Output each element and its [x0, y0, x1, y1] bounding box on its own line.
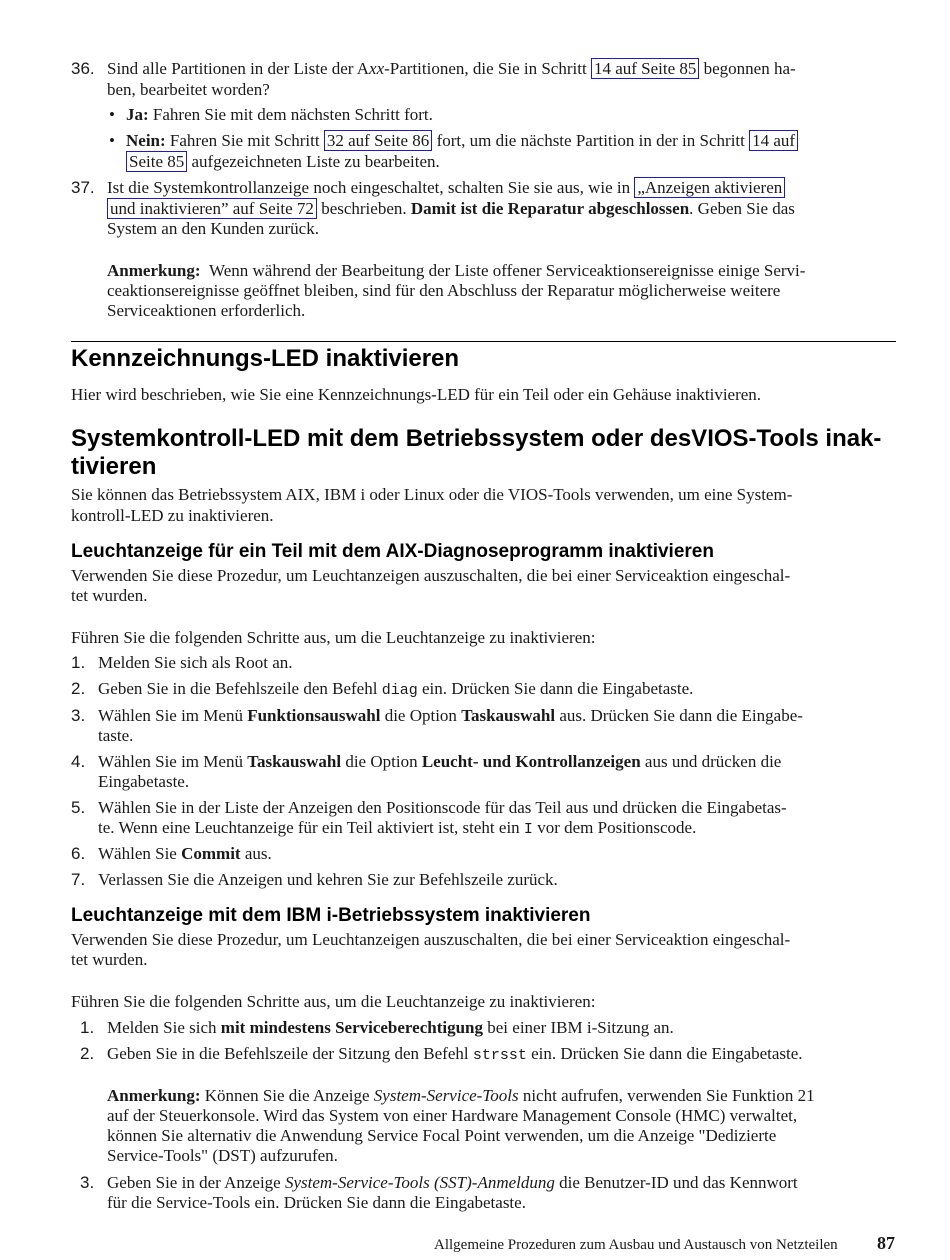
procedure-step-line-2: Eingabetaste. [98, 772, 190, 791]
subsection-text-line-2: tet wurden. [71, 586, 148, 605]
section-text: Hier wird beschrieben, wie Sie eine Kennzeichnungs-LED für ein Teil oder ein Gehäuse inaktivieren. [71, 385, 762, 404]
procedure-step-line-2: taste. [98, 726, 134, 745]
note-line-2: auf der Steuerkonsole. Wird das System von einer Hardware Management Console (HMC) verwaltet, [107, 1106, 798, 1125]
step-37-line-1: Ist die Systemkontrollanzeige noch eingeschaltet, schalten Sie sie aus, wie in „Anzeigen aktivieren [107, 177, 785, 198]
section-text-line-1: Sie können das Betriebssystem AIX, IBM i oder Linux oder die VIOS-Tools verwenden, um eine System- [71, 485, 793, 504]
step-number: 1. [80, 1018, 95, 1037]
subsection-heading: Leuchtanzeige für ein Teil mit dem AIX-Diagnoseprogramm inaktivieren [71, 541, 714, 562]
step-number: 4. [71, 752, 86, 771]
procedure-intro: Führen Sie die folgenden Schritte aus, um die Leuchtanzeige zu inaktivieren: [71, 628, 596, 647]
bullet-icon: • [109, 105, 115, 124]
command-text: I [523, 821, 533, 838]
cross-reference-link[interactable]: 14 auf Seite 85 [591, 58, 699, 79]
procedure-step-line-1: Wählen Sie im Menü Funktionsauswahl die Option Taskauswahl aus. Drücken Sie dann die Eingabe- [98, 706, 803, 725]
step-number: 5. [71, 798, 86, 817]
answer-yes: Ja: Fahren Sie mit dem nächsten Schritt fort. [126, 105, 433, 124]
section-heading: Kennzeichnungs-LED inaktivieren [71, 345, 460, 372]
subsection-heading: Leuchtanzeige mit dem IBM i-Betriebssystem inaktivieren [71, 905, 591, 926]
note-line-3: Serviceaktionen erforderlich. [107, 301, 306, 320]
step-number: 3. [71, 706, 86, 725]
procedure-step: Melden Sie sich als Root an. [98, 653, 293, 672]
procedure-step: Melden Sie sich mit mindestens Serviceberechtigung bei einer IBM i-Sitzung an. [107, 1018, 674, 1037]
procedure-step-line-1: Wählen Sie in der Liste der Anzeigen den Positionscode für das Teil aus und drücken die Eingabetas- [98, 798, 787, 817]
procedure-step: Wählen Sie Commit aus. [98, 844, 272, 863]
step-36-line-1: Sind alle Partitionen in der Liste der Axx-Partitionen, die Sie in Schritt 14 auf Seite 85 begonnen ha- [107, 59, 796, 78]
running-footer: Allgemeine Prozeduren zum Ausbau und Austausch von Netzteilen [434, 1237, 838, 1253]
note-line-4: Service-Tools" (DST) aufzurufen. [107, 1146, 338, 1165]
step-number: 2. [71, 679, 86, 698]
answer-no-line-2: Seite 85 aufgezeichneten Liste zu bearbeiten. [126, 151, 440, 172]
procedure-step: Geben Sie in die Befehlszeile der Sitzung den Befehl strsst ein. Drücken Sie dann die Eingabetaste. [107, 1044, 803, 1064]
section-heading-line-2: tivieren [71, 453, 157, 480]
bullet-icon: • [109, 131, 115, 150]
cross-reference-link[interactable]: und inaktivieren” auf Seite 72 [107, 198, 317, 219]
subsection-text-line-1: Verwenden Sie diese Prozedur, um Leuchtanzeigen auszuschalten, die bei einer Serviceaktion eingeschal- [71, 566, 791, 585]
cross-reference-link[interactable]: Seite 85 [126, 151, 187, 172]
procedure-step: Geben Sie in die Befehlszeile den Befehl diag ein. Drücken Sie dann die Eingabetaste. [98, 679, 694, 699]
step-number: 6. [71, 844, 86, 863]
step-number: 1. [71, 653, 86, 672]
procedure-step-line-2: te. Wenn eine Leuchtanzeige für ein Teil aktiviert ist, steht ein I vor dem Positionscode. [98, 818, 697, 838]
note-label: Anmerkung: [107, 1086, 201, 1105]
note-line-1: Anmerkung: Können Sie die Anzeige System-Service-Tools nicht aufrufen, verwenden Sie Funktion 21 [107, 1086, 815, 1105]
note-line-2: ceaktionsereignisse geöffnet bleiben, sind für den Abschluss der Reparatur möglicherweise weitere [107, 281, 781, 300]
note-line-1: Anmerkung: Wenn während der Bearbeitung der Liste offener Serviceaktionsereignisse einige Servi- [107, 261, 806, 280]
page-number: 87 [877, 1233, 895, 1253]
cross-reference-link[interactable]: 32 auf Seite 86 [324, 130, 432, 151]
procedure-step-line-2: für die Service-Tools ein. Drücken Sie dann die Eingabetaste. [107, 1193, 526, 1212]
subsection-text-line-1: Verwenden Sie diese Prozedur, um Leuchtanzeigen auszuschalten, die bei einer Serviceaktion eingeschal- [71, 930, 791, 949]
command-text: diag [381, 682, 418, 699]
section-divider [71, 341, 896, 342]
step-number: 37. [71, 178, 95, 197]
section-text-line-2: kontroll-LED zu inaktivieren. [71, 506, 274, 525]
procedure-step-line-1: Wählen Sie im Menü Taskauswahl die Option Leucht- und Kontrollanzeigen aus und drücken die [98, 752, 782, 771]
cross-reference-link[interactable]: 14 auf [749, 130, 798, 151]
note-label: Anmerkung: [107, 261, 201, 280]
step-number: 2. [80, 1044, 95, 1063]
cross-reference-link[interactable]: „Anzeigen aktivieren [634, 177, 785, 198]
step-number: 7. [71, 870, 86, 889]
step-number: 3. [80, 1173, 95, 1192]
section-heading-line-1: Systemkontroll-LED mit dem Betriebssystem oder desVIOS-Tools inak- [71, 425, 882, 452]
note-line-3: können Sie alternativ die Anwendung Service Focal Point verwenden, um die Anzeige "Dedizierte [107, 1126, 777, 1145]
step-37-line-3: System an den Kunden zurück. [107, 219, 319, 238]
procedure-intro: Führen Sie die folgenden Schritte aus, um die Leuchtanzeige zu inaktivieren: [71, 992, 596, 1011]
subsection-text-line-2: tet wurden. [71, 950, 148, 969]
step-number: 36. [71, 59, 95, 78]
procedure-step-line-1: Geben Sie in der Anzeige System-Service-Tools (SST)-Anmeldung die Benutzer-ID und das Kennwort [107, 1173, 798, 1192]
step-37-line-2: und inaktivieren” auf Seite 72 beschrieben. Damit ist die Reparatur abgeschlossen. Geben Sie das [107, 198, 795, 219]
answer-no-line-1: Nein: Fahren Sie mit Schritt 32 auf Seite 86 fort, um die nächste Partition in der in Schritt 14 auf [126, 130, 798, 151]
step-36-line-2: ben, bearbeitet worden? [107, 80, 270, 99]
procedure-step: Verlassen Sie die Anzeigen und kehren Sie zur Befehlszeile zurück. [98, 870, 558, 889]
command-text: strsst [472, 1047, 527, 1064]
